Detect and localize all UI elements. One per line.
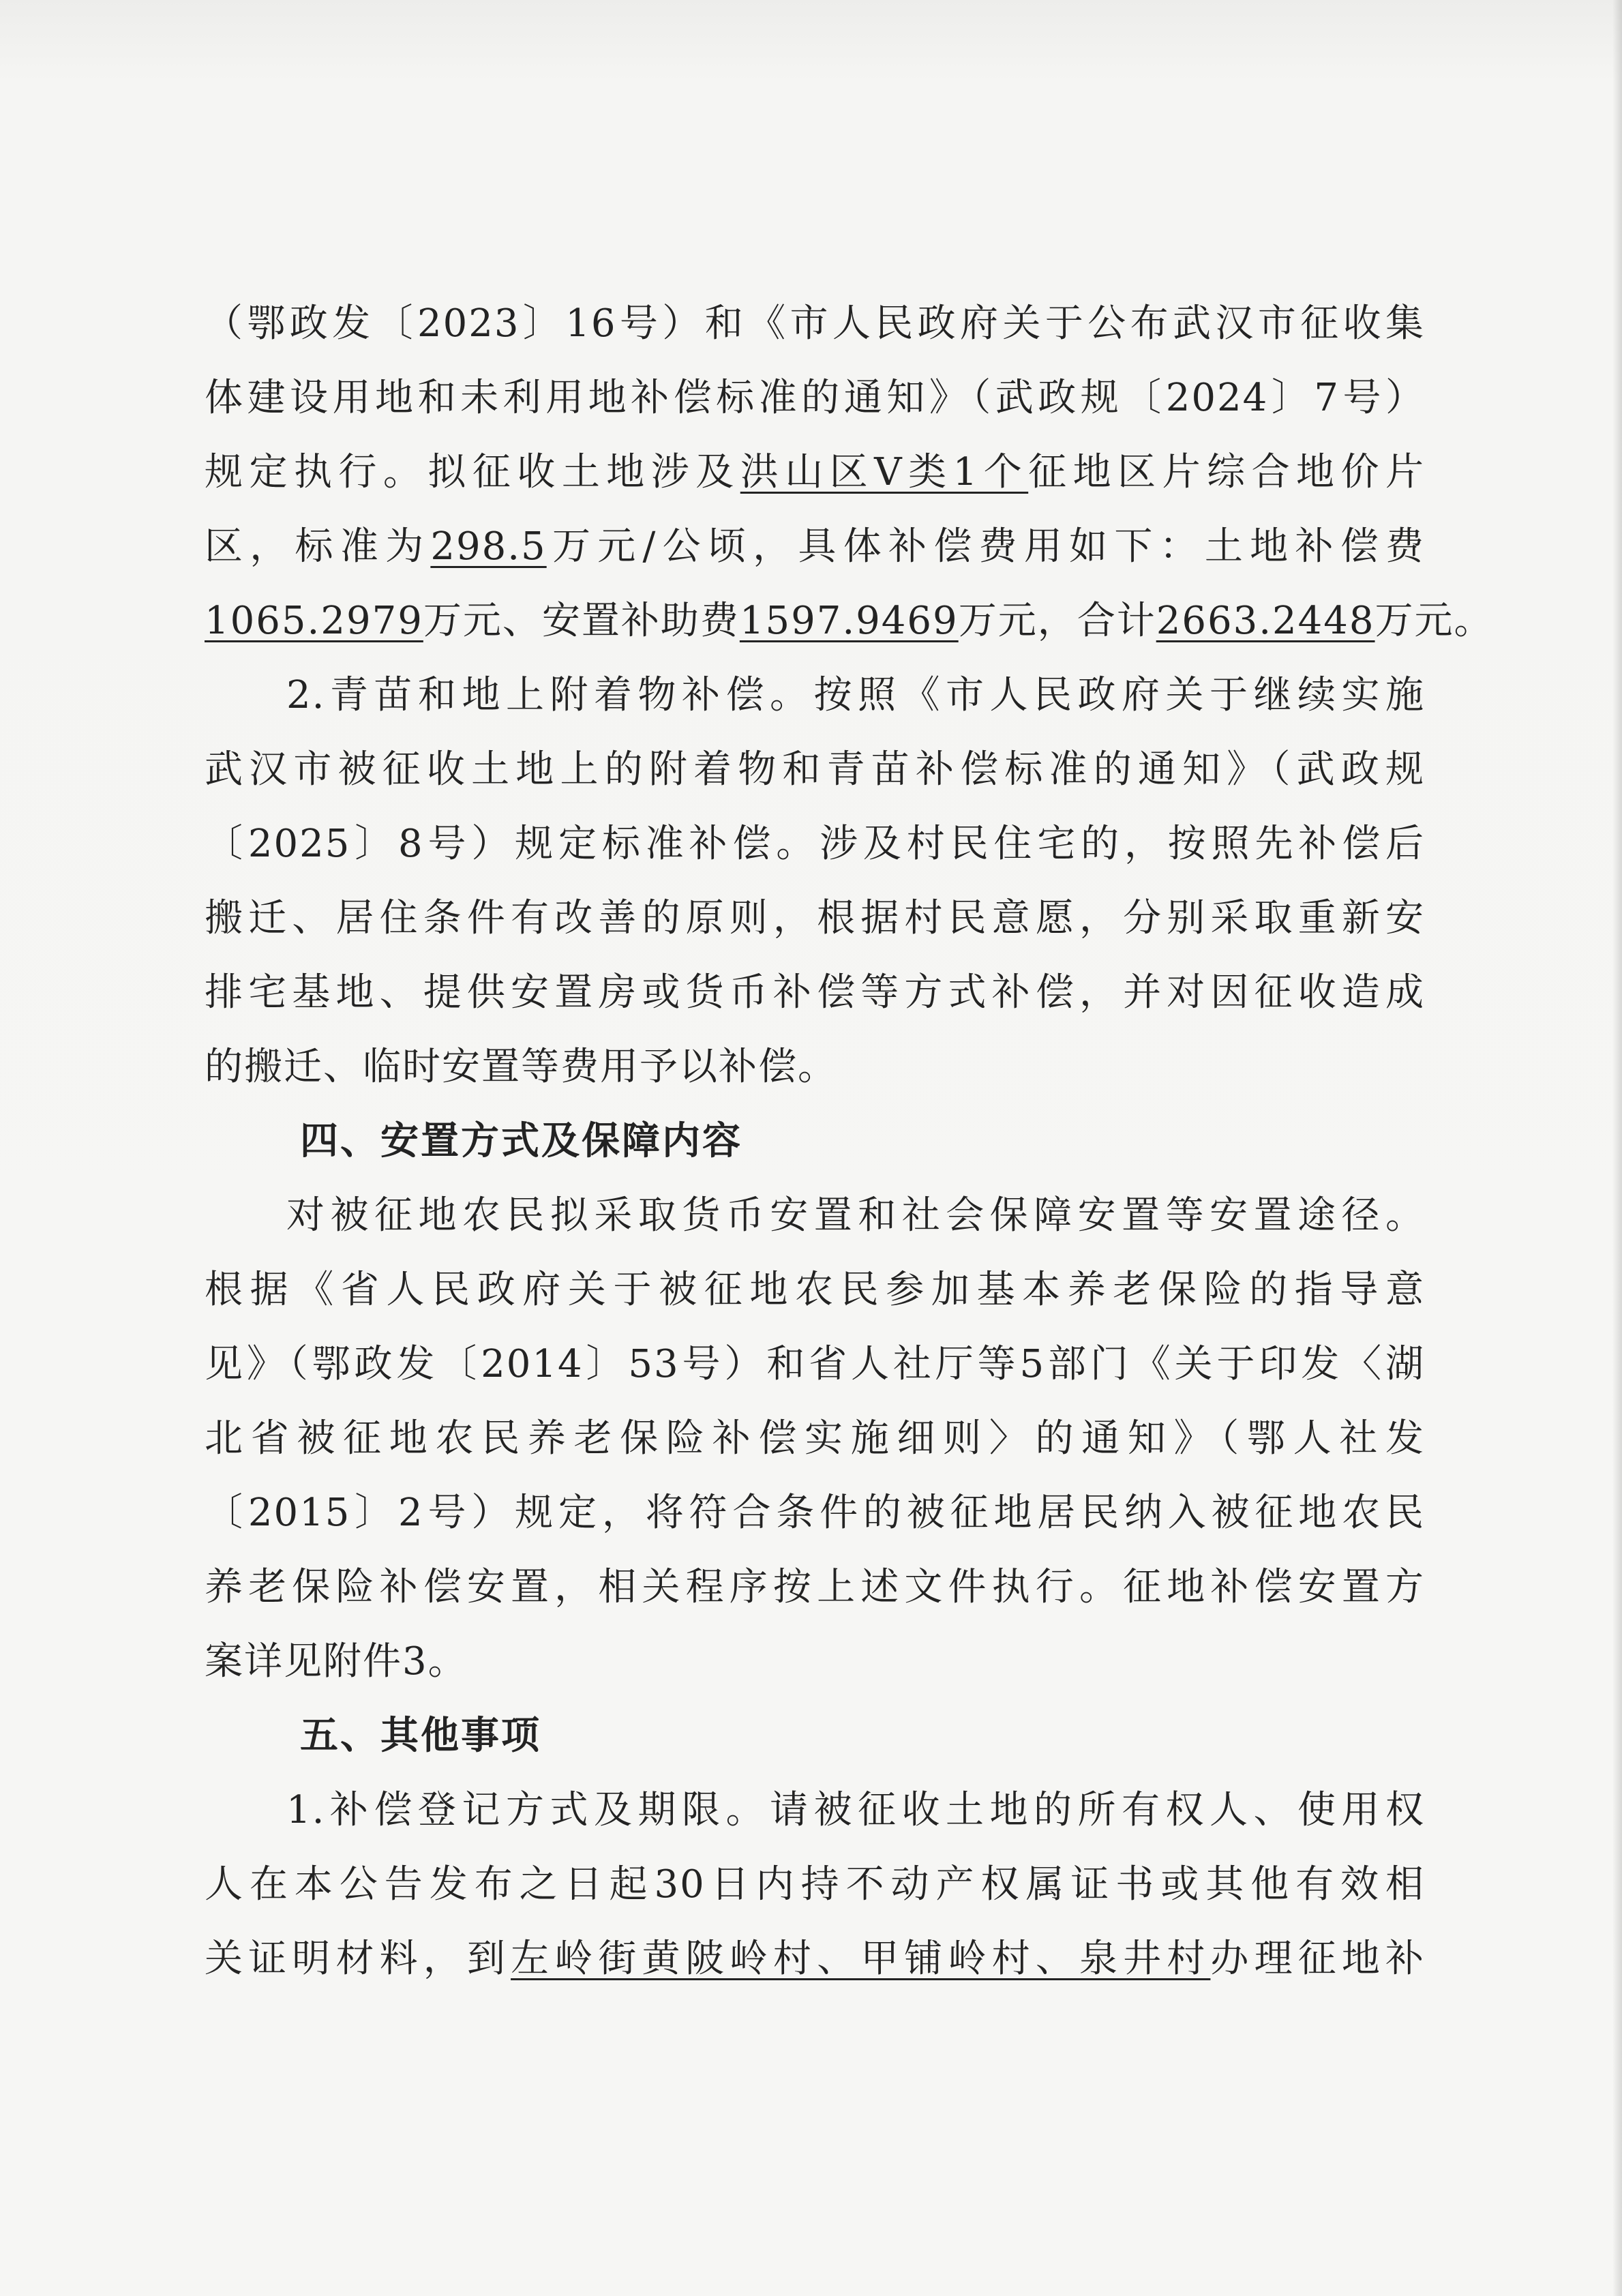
text-run: 关证明材料，到 <box>205 1937 511 1981</box>
paragraph-line: 搬迁、居住条件有改善的原则，根据村民意愿，分别采取重新安 <box>205 896 1425 940</box>
section-heading: 四、安置方式及保障内容 <box>300 1119 742 1163</box>
paragraph-line: 〔2015〕2号）规定，将符合条件的被征地居民纳入被征地农民 <box>205 1491 1425 1535</box>
text-run: 区，标准为 <box>205 524 431 569</box>
paragraph-line: 北省被征地农民养老保险补偿实施细则〉的通知》（鄂人社发 <box>205 1416 1425 1461</box>
underlined-standard-price: 298.5 <box>430 524 547 569</box>
underlined-villages: 左岭街黄陂岭村、甲铺岭村、泉井村 <box>511 1937 1211 1981</box>
text-run: 万元。 <box>1375 599 1494 643</box>
paragraph-line: 排宅基地、提供安置房或货币补偿等方式补偿，并对因征收造成 <box>205 970 1425 1015</box>
document-body <box>205 286 1494 1996</box>
paragraph-line <box>205 435 1425 509</box>
paragraph-line: （鄂政发〔2023〕16号）和《市人民政府关于公布武汉市征收集 <box>205 301 1425 346</box>
text-run: 征地区片综合地价片 <box>1028 450 1426 494</box>
paragraph-line: 根据《省人民政府关于被征地农民参加基本养老保险的指导意 <box>205 1268 1425 1312</box>
text-run: 办理征地补 <box>1210 1937 1426 1981</box>
paragraph-line: 养老保险补偿安置，相关程序按上述文件执行。征地补偿安置方 <box>205 1565 1425 1609</box>
text-run: 万元、安置补助费 <box>423 599 740 643</box>
text-run: 万元/公顷，具体补偿费用如下：土地补偿费 <box>546 524 1425 569</box>
paragraph-line <box>205 509 1425 584</box>
section-heading: 五、其他事项 <box>300 1714 541 1758</box>
paragraph-line: 1.补偿登记方式及期限。请被征收土地的所有权人、使用权 <box>286 1788 1425 1832</box>
scan-edge-shadow <box>1612 0 1622 2296</box>
text-run: 万元，合计 <box>958 599 1156 643</box>
underlined-resettlement-subsidy: 1597.9469 <box>739 599 959 643</box>
paragraph-line: 对被征地农民拟采取货币安置和社会保障安置等安置途径。 <box>286 1193 1425 1238</box>
text-run: 规定执行。拟征收土地涉及 <box>205 450 740 494</box>
underlined-total: 2663.2448 <box>1156 599 1375 643</box>
underlined-land-compensation: 1065.2979 <box>205 599 423 643</box>
paragraph-line: 武汉市被征收土地上的附着物和青苗补偿标准的通知》（武政规 <box>205 747 1425 792</box>
paragraph-line: 的搬迁、临时安置等费用予以补偿。 <box>205 1045 837 1089</box>
paragraph-line: 人在本公告发布之日起30日内持不动产权属证书或其他有效相 <box>205 1862 1425 1907</box>
underlined-district: 洪山区Ⅴ类1个 <box>740 450 1029 494</box>
paragraph-line <box>205 584 1494 658</box>
paragraph-line <box>205 1922 1425 1996</box>
paragraph-line: 案详见附件3。 <box>205 1639 468 1684</box>
paragraph-line: 见》（鄂政发〔2014〕53号）和省人社厅等5部门《关于印发〈湖 <box>205 1342 1425 1386</box>
paragraph-line: 2.青苗和地上附着物补偿。按照《市人民政府关于继续实施 <box>286 673 1425 717</box>
paragraph-line: 体建设用地和未利用地补偿标准的通知》（武政规〔2024〕7号） <box>205 376 1425 420</box>
paragraph-line: 〔2025〕8号）规定标准补偿。涉及村民住宅的，按照先补偿后 <box>205 822 1425 866</box>
